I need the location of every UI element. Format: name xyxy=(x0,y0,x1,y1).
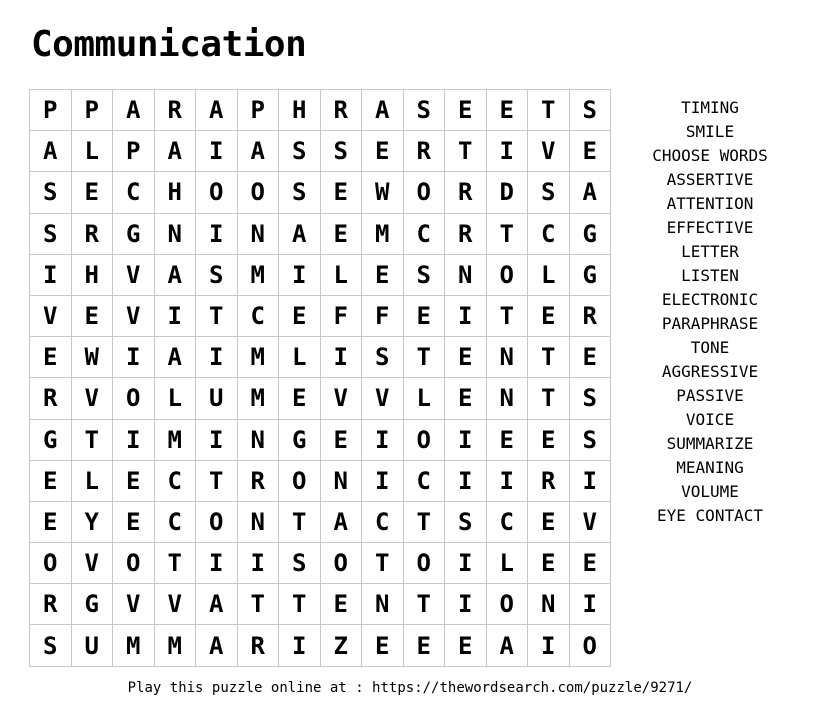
grid-cell[interactable]: T xyxy=(72,420,114,461)
grid-cell[interactable]: E xyxy=(362,255,404,296)
grid-cell[interactable]: T xyxy=(196,296,238,337)
grid-cell[interactable]: V xyxy=(528,131,570,172)
word-list-item: PASSIVE xyxy=(676,386,744,405)
grid-cell[interactable]: O xyxy=(487,584,529,625)
grid-cell[interactable]: L xyxy=(155,378,197,419)
grid-cell[interactable]: I xyxy=(570,461,612,502)
grid-cell[interactable]: O xyxy=(196,172,238,213)
grid-cell[interactable]: L xyxy=(72,131,114,172)
grid-cell[interactable]: N xyxy=(238,420,280,461)
grid-cell[interactable]: S xyxy=(570,90,612,131)
grid-cell[interactable]: I xyxy=(321,337,363,378)
grid-cell[interactable]: S xyxy=(445,502,487,543)
grid-cell[interactable]: E xyxy=(362,131,404,172)
grid-cell[interactable]: E xyxy=(404,296,446,337)
grid-cell[interactable]: G xyxy=(30,420,72,461)
grid-cell[interactable]: I xyxy=(238,543,280,584)
grid-cell[interactable]: E xyxy=(445,90,487,131)
grid-cell[interactable]: F xyxy=(321,296,363,337)
grid-cell[interactable]: A xyxy=(196,90,238,131)
grid-cell[interactable]: I xyxy=(30,255,72,296)
grid-cell[interactable]: E xyxy=(72,172,114,213)
grid-cell[interactable]: I xyxy=(196,420,238,461)
grid-cell[interactable]: R xyxy=(155,90,197,131)
grid-cell[interactable]: E xyxy=(279,296,321,337)
grid-cell[interactable]: W xyxy=(72,337,114,378)
grid-cell[interactable]: T xyxy=(155,543,197,584)
grid-cell[interactable]: S xyxy=(404,90,446,131)
grid-cell[interactable]: R xyxy=(404,131,446,172)
word-list-item: ATTENTION xyxy=(666,194,754,213)
grid-cell[interactable]: S xyxy=(30,172,72,213)
grid-cell[interactable]: G xyxy=(570,255,612,296)
grid-cell[interactable]: E xyxy=(570,131,612,172)
grid-cell[interactable]: E xyxy=(528,502,570,543)
grid-cell[interactable]: N xyxy=(238,502,280,543)
grid-cell[interactable]: T xyxy=(196,461,238,502)
grid-cell[interactable]: R xyxy=(445,214,487,255)
word-list-item: TIMING xyxy=(681,98,739,117)
grid-cell[interactable]: O xyxy=(30,543,72,584)
grid-cell[interactable]: C xyxy=(155,461,197,502)
grid-cell[interactable]: I xyxy=(528,625,570,666)
grid-cell[interactable]: E xyxy=(487,90,529,131)
grid-cell[interactable]: S xyxy=(30,625,72,666)
grid-cell[interactable]: I xyxy=(113,420,155,461)
grid-cell[interactable]: O xyxy=(404,172,446,213)
grid-cell[interactable]: L xyxy=(404,378,446,419)
grid-cell[interactable]: M xyxy=(113,625,155,666)
grid-cell[interactable]: E xyxy=(528,543,570,584)
grid-cell[interactable]: E xyxy=(30,502,72,543)
grid-cell[interactable]: E xyxy=(528,296,570,337)
grid-cell[interactable]: E xyxy=(321,172,363,213)
grid-cell[interactable]: U xyxy=(72,625,114,666)
grid-cell[interactable]: V xyxy=(570,502,612,543)
letter-grid xyxy=(29,89,611,667)
grid-cell[interactable]: I xyxy=(196,543,238,584)
grid-cell[interactable]: A xyxy=(362,90,404,131)
grid-cell[interactable]: O xyxy=(321,543,363,584)
grid-cell[interactable]: S xyxy=(30,214,72,255)
grid-cell[interactable]: P xyxy=(30,90,72,131)
grid-cell[interactable]: I xyxy=(487,461,529,502)
grid-cell[interactable]: E xyxy=(72,296,114,337)
grid-cell[interactable]: R xyxy=(30,584,72,625)
word-list-item: EFFECTIVE xyxy=(666,218,754,237)
grid-cell[interactable]: M xyxy=(155,625,197,666)
grid-cell[interactable]: S xyxy=(321,131,363,172)
grid-cell[interactable]: O xyxy=(570,625,612,666)
grid-cell[interactable]: N xyxy=(487,378,529,419)
grid-cell[interactable]: V xyxy=(30,296,72,337)
grid-cell[interactable]: C xyxy=(362,502,404,543)
grid-cell[interactable]: E xyxy=(570,543,612,584)
word-list-item: PARAPHRASE xyxy=(661,314,759,333)
grid-cell[interactable]: F xyxy=(362,296,404,337)
grid-cell[interactable]: T xyxy=(404,337,446,378)
grid-cell[interactable]: T xyxy=(528,90,570,131)
grid-cell[interactable]: C xyxy=(155,502,197,543)
grid-cell[interactable]: A xyxy=(238,131,280,172)
grid-cell[interactable]: E xyxy=(30,461,72,502)
word-list-item: SUMMARIZE xyxy=(666,434,754,453)
grid-cell[interactable]: A xyxy=(487,625,529,666)
word-list-item: ASSERTIVE xyxy=(666,170,754,189)
grid-cell[interactable]: T xyxy=(362,543,404,584)
grid-cell[interactable]: V xyxy=(362,378,404,419)
grid-cell[interactable]: E xyxy=(445,378,487,419)
grid-cell[interactable]: E xyxy=(30,337,72,378)
grid-cell[interactable]: S xyxy=(570,378,612,419)
grid-cell[interactable]: Y xyxy=(72,502,114,543)
grid-cell[interactable]: E xyxy=(362,625,404,666)
word-list-item: EYE CONTACT xyxy=(657,506,763,525)
grid-cell[interactable]: S xyxy=(279,543,321,584)
grid-cell[interactable]: E xyxy=(279,378,321,419)
grid-cell[interactable]: I xyxy=(196,131,238,172)
grid-cell[interactable]: E xyxy=(528,420,570,461)
grid-cell[interactable]: C xyxy=(404,461,446,502)
grid-cell[interactable]: T xyxy=(404,502,446,543)
word-list-item: VOLUME xyxy=(681,482,739,501)
grid-cell[interactable]: O xyxy=(404,543,446,584)
grid-cell[interactable]: I xyxy=(570,584,612,625)
grid-cell[interactable]: I xyxy=(445,296,487,337)
grid-cell[interactable]: E xyxy=(321,214,363,255)
grid-cell[interactable]: S xyxy=(404,255,446,296)
grid-cell[interactable]: T xyxy=(445,131,487,172)
grid-cell[interactable]: A xyxy=(321,502,363,543)
grid-cell[interactable]: R xyxy=(238,461,280,502)
grid-cell[interactable]: M xyxy=(238,378,280,419)
grid-cell[interactable]: V xyxy=(113,255,155,296)
grid-cell[interactable]: C xyxy=(113,172,155,213)
grid-cell[interactable]: S xyxy=(279,172,321,213)
grid-cell[interactable]: C xyxy=(238,296,280,337)
grid-cell[interactable]: G xyxy=(72,584,114,625)
grid-cell[interactable]: D xyxy=(487,172,529,213)
grid-cell[interactable]: R xyxy=(528,461,570,502)
grid-cell[interactable]: O xyxy=(404,420,446,461)
grid-cell[interactable]: P xyxy=(72,90,114,131)
grid-cell[interactable]: R xyxy=(570,296,612,337)
grid-cell[interactable]: R xyxy=(445,172,487,213)
grid-cell[interactable]: T xyxy=(279,584,321,625)
grid-cell[interactable]: V xyxy=(72,378,114,419)
grid-cell[interactable]: E xyxy=(113,461,155,502)
grid-cell[interactable]: R xyxy=(72,214,114,255)
grid-cell[interactable]: H xyxy=(72,255,114,296)
footer-link-text: Play this puzzle online at : https://thewordsearch.com/puzzle/9271/ xyxy=(127,680,693,696)
grid-cell[interactable]: I xyxy=(445,584,487,625)
grid-cell[interactable]: T xyxy=(487,296,529,337)
grid-cell[interactable]: P xyxy=(238,90,280,131)
grid-cell[interactable]: I xyxy=(113,337,155,378)
grid-cell[interactable]: V xyxy=(321,378,363,419)
grid-cell[interactable]: A xyxy=(155,255,197,296)
grid-cell[interactable]: O xyxy=(279,461,321,502)
word-list-item: SMILE xyxy=(685,122,735,141)
grid-cell[interactable]: T xyxy=(238,584,280,625)
puzzle-title: Communication xyxy=(31,24,307,65)
word-list xyxy=(630,96,790,528)
grid-cell[interactable]: E xyxy=(487,420,529,461)
grid-cell[interactable]: A xyxy=(113,90,155,131)
grid-cell[interactable]: A xyxy=(570,172,612,213)
grid-cell[interactable]: I xyxy=(362,461,404,502)
grid-cell[interactable]: G xyxy=(279,420,321,461)
grid-cell[interactable]: N xyxy=(487,337,529,378)
word-list-item: AGGRESSIVE xyxy=(661,362,759,381)
grid-cell[interactable]: T xyxy=(528,378,570,419)
grid-cell[interactable]: M xyxy=(362,214,404,255)
grid-cell[interactable]: I xyxy=(362,420,404,461)
grid-cell[interactable]: V xyxy=(72,543,114,584)
grid-cell[interactable]: M xyxy=(238,255,280,296)
grid-cell[interactable]: I xyxy=(279,255,321,296)
grid-cell[interactable]: L xyxy=(487,543,529,584)
grid-cell[interactable]: I xyxy=(487,131,529,172)
grid-cell[interactable]: N xyxy=(321,461,363,502)
grid-cell[interactable]: V xyxy=(155,584,197,625)
grid-cell[interactable]: V xyxy=(113,296,155,337)
grid-cell[interactable]: N xyxy=(528,584,570,625)
grid-cell[interactable]: L xyxy=(279,337,321,378)
grid-cell[interactable]: I xyxy=(196,214,238,255)
word-list-item: LETTER xyxy=(681,242,739,261)
grid-cell[interactable]: E xyxy=(321,584,363,625)
grid-cell[interactable]: O xyxy=(113,378,155,419)
word-list-item: TONE xyxy=(690,338,730,357)
grid-cell[interactable]: V xyxy=(113,584,155,625)
grid-cell[interactable]: I xyxy=(445,543,487,584)
grid-cell[interactable]: S xyxy=(279,131,321,172)
grid-cell[interactable]: M xyxy=(238,337,280,378)
grid-cell[interactable]: L xyxy=(528,255,570,296)
grid-cell[interactable]: E xyxy=(113,502,155,543)
grid-cell[interactable]: E xyxy=(445,625,487,666)
grid-cell[interactable]: S xyxy=(528,172,570,213)
grid-cell[interactable]: N xyxy=(445,255,487,296)
grid-cell[interactable]: S xyxy=(196,255,238,296)
grid-cell[interactable]: G xyxy=(113,214,155,255)
grid-cell[interactable]: I xyxy=(155,296,197,337)
grid-cell[interactable]: G xyxy=(570,214,612,255)
word-list-item: MEANING xyxy=(676,458,744,477)
grid-cell[interactable]: U xyxy=(196,378,238,419)
grid-cell[interactable]: E xyxy=(404,625,446,666)
grid-cell[interactable]: H xyxy=(279,90,321,131)
grid-cell[interactable]: O xyxy=(238,172,280,213)
word-list-item: LISTEN xyxy=(681,266,739,285)
grid-cell[interactable]: A xyxy=(30,131,72,172)
grid-cell[interactable]: L xyxy=(321,255,363,296)
grid-cell[interactable]: T xyxy=(279,502,321,543)
grid-cell[interactable]: Z xyxy=(321,625,363,666)
grid-cell[interactable]: P xyxy=(113,131,155,172)
grid-cell[interactable]: E xyxy=(321,420,363,461)
grid-cell[interactable]: N xyxy=(238,214,280,255)
grid-cell[interactable]: O xyxy=(113,543,155,584)
grid-cell[interactable]: S xyxy=(362,337,404,378)
grid-cell[interactable]: E xyxy=(445,337,487,378)
grid-cell[interactable]: O xyxy=(487,255,529,296)
grid-cell[interactable]: T xyxy=(487,214,529,255)
grid-cell[interactable]: L xyxy=(72,461,114,502)
word-list-item: CHOOSE WORDS xyxy=(652,146,768,165)
grid-cell[interactable]: E xyxy=(570,337,612,378)
grid-cell[interactable]: I xyxy=(279,625,321,666)
grid-cell[interactable]: C xyxy=(487,502,529,543)
grid-cell[interactable]: A xyxy=(196,625,238,666)
grid-cell[interactable]: I xyxy=(445,420,487,461)
grid-cell[interactable]: M xyxy=(155,420,197,461)
grid-cell[interactable]: T xyxy=(404,584,446,625)
grid-cell[interactable]: R xyxy=(30,378,72,419)
word-list-item: VOICE xyxy=(685,410,735,429)
grid-cell[interactable]: I xyxy=(196,337,238,378)
grid-cell[interactable]: R xyxy=(321,90,363,131)
grid-cell[interactable]: R xyxy=(238,625,280,666)
grid-cell[interactable]: H xyxy=(155,172,197,213)
grid-cell[interactable]: N xyxy=(155,214,197,255)
grid-cell[interactable]: N xyxy=(362,584,404,625)
grid-cell[interactable]: O xyxy=(196,502,238,543)
grid-cell[interactable]: C xyxy=(404,214,446,255)
grid-cell[interactable]: A xyxy=(155,131,197,172)
grid-cell[interactable]: A xyxy=(279,214,321,255)
grid-cell[interactable]: A xyxy=(196,584,238,625)
grid-cell[interactable]: I xyxy=(445,461,487,502)
grid-cell[interactable]: A xyxy=(155,337,197,378)
grid-cell[interactable]: S xyxy=(570,420,612,461)
word-list-item: ELECTRONIC xyxy=(661,290,759,309)
grid-cell[interactable]: C xyxy=(528,214,570,255)
grid-cell[interactable]: T xyxy=(528,337,570,378)
grid-cell[interactable]: W xyxy=(362,172,404,213)
